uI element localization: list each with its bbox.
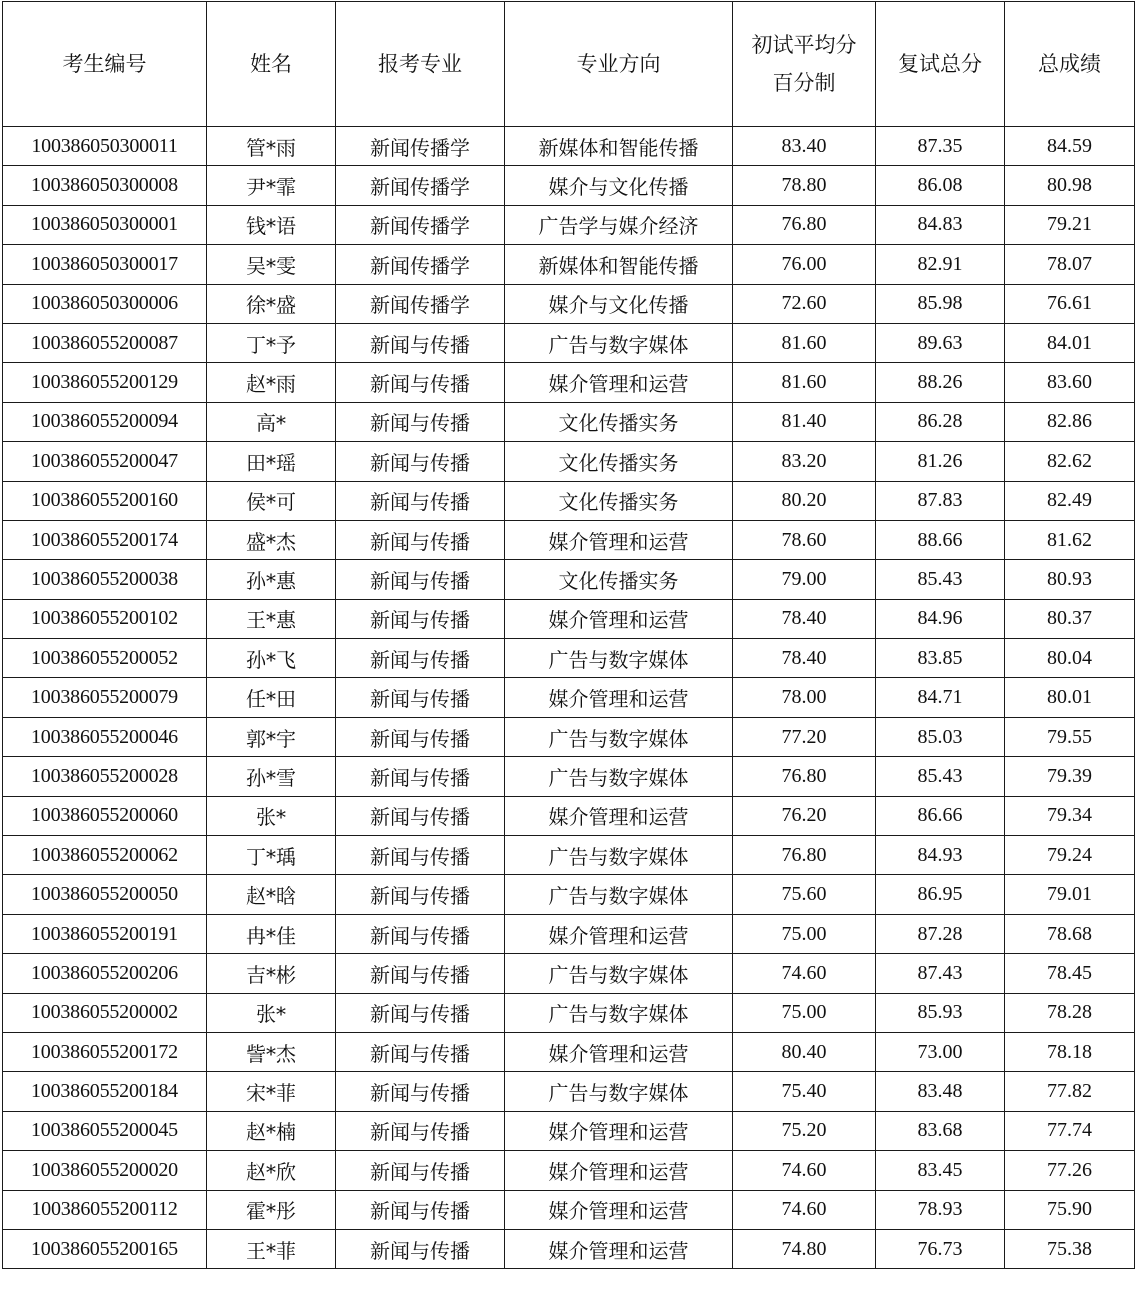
cell-name: 孙*惠: [207, 560, 336, 599]
cell-major: 新闻与传播: [336, 599, 505, 638]
cell-direction: 媒介管理和运营: [505, 1111, 733, 1150]
cell-prelim-score: 74.80: [733, 1229, 876, 1268]
header-prelim-score: [733, 2, 876, 127]
table-row: [3, 914, 1135, 953]
cell-direction: 广告与数字媒体: [505, 323, 733, 362]
cell-name: 盛*杰: [207, 520, 336, 559]
cell-prelim-score: 74.60: [733, 1151, 876, 1190]
cell-retest-score: 86.66: [876, 796, 1005, 835]
cell-exam-id: 100386055200062: [3, 836, 207, 875]
cell-total-score: 82.62: [1005, 442, 1135, 481]
cell-name: 赵*欣: [207, 1151, 336, 1190]
cell-name: 钱*语: [207, 205, 336, 244]
cell-total-score: 77.26: [1005, 1151, 1135, 1190]
header-exam-id: 考生编号: [3, 2, 207, 127]
cell-name: 王*菲: [207, 1229, 336, 1268]
table-row: [3, 757, 1135, 796]
table-row: [3, 639, 1135, 678]
cell-retest-score: 85.03: [876, 717, 1005, 756]
cell-retest-score: 73.00: [876, 1032, 1005, 1071]
cell-exam-id: 100386055200050: [3, 875, 207, 914]
table-row: [3, 284, 1135, 323]
cell-prelim-score: 76.80: [733, 836, 876, 875]
cell-major: 新闻与传播: [336, 1151, 505, 1190]
cell-name: 孙*雪: [207, 757, 336, 796]
cell-major: 新闻与传播: [336, 954, 505, 993]
cell-retest-score: 76.73: [876, 1229, 1005, 1268]
cell-exam-id: 100386055200129: [3, 363, 207, 402]
cell-direction: 媒介管理和运营: [505, 914, 733, 953]
cell-direction: 媒介与文化传播: [505, 166, 733, 205]
cell-direction: 文化传播实务: [505, 402, 733, 441]
cell-total-score: 75.90: [1005, 1190, 1135, 1229]
cell-exam-id: 100386050300006: [3, 284, 207, 323]
cell-total-score: 76.61: [1005, 284, 1135, 323]
table-row: [3, 166, 1135, 205]
cell-prelim-score: 76.80: [733, 205, 876, 244]
cell-total-score: 82.86: [1005, 402, 1135, 441]
cell-prelim-score: 78.40: [733, 599, 876, 638]
cell-name: 赵*晗: [207, 875, 336, 914]
cell-total-score: 78.28: [1005, 993, 1135, 1032]
cell-exam-id: 100386055200020: [3, 1151, 207, 1190]
table-row: [3, 1072, 1135, 1111]
cell-direction: 广告与数字媒体: [505, 717, 733, 756]
cell-prelim-score: 81.60: [733, 323, 876, 362]
cell-exam-id: 100386055200102: [3, 599, 207, 638]
cell-total-score: 77.74: [1005, 1111, 1135, 1150]
cell-retest-score: 85.43: [876, 757, 1005, 796]
cell-total-score: 75.38: [1005, 1229, 1135, 1268]
header-prelim-line1: 初试平均分: [751, 33, 857, 57]
table-body: [3, 127, 1135, 1269]
header-retest-score: 复试总分: [876, 2, 1005, 127]
cell-name: 田*瑶: [207, 442, 336, 481]
cell-prelim-score: 75.60: [733, 875, 876, 914]
cell-exam-id: 100386055200094: [3, 402, 207, 441]
cell-exam-id: 100386050300008: [3, 166, 207, 205]
cell-retest-score: 85.98: [876, 284, 1005, 323]
cell-name: 张*: [207, 796, 336, 835]
cell-direction: 广告与数字媒体: [505, 639, 733, 678]
cell-name: 霍*彤: [207, 1190, 336, 1229]
cell-exam-id: 100386055200174: [3, 520, 207, 559]
table-row: [3, 1229, 1135, 1268]
table-row: [3, 717, 1135, 756]
cell-major: 新闻与传播: [336, 796, 505, 835]
cell-retest-score: 87.28: [876, 914, 1005, 953]
cell-direction: 广告与数字媒体: [505, 836, 733, 875]
cell-total-score: 79.24: [1005, 836, 1135, 875]
cell-total-score: 82.49: [1005, 481, 1135, 520]
cell-name: 尹*霏: [207, 166, 336, 205]
cell-retest-score: 88.26: [876, 363, 1005, 402]
cell-total-score: 81.62: [1005, 520, 1135, 559]
cell-retest-score: 88.66: [876, 520, 1005, 559]
cell-major: 新闻与传播: [336, 1032, 505, 1071]
table-row: [3, 481, 1135, 520]
cell-major: 新闻传播学: [336, 205, 505, 244]
table-row: [3, 1032, 1135, 1071]
cell-name: 侯*可: [207, 481, 336, 520]
cell-prelim-score: 81.60: [733, 363, 876, 402]
cell-retest-score: 84.93: [876, 836, 1005, 875]
cell-prelim-score: 79.00: [733, 560, 876, 599]
score-table: [2, 1, 1135, 1269]
cell-prelim-score: 78.60: [733, 520, 876, 559]
cell-retest-score: 86.95: [876, 875, 1005, 914]
cell-retest-score: 87.83: [876, 481, 1005, 520]
cell-retest-score: 85.43: [876, 560, 1005, 599]
cell-direction: 新媒体和智能传播: [505, 245, 733, 284]
cell-name: 任*田: [207, 678, 336, 717]
table-row: [3, 245, 1135, 284]
cell-total-score: 78.68: [1005, 914, 1135, 953]
cell-name: 王*惠: [207, 599, 336, 638]
table-row: [3, 954, 1135, 993]
cell-total-score: 84.01: [1005, 323, 1135, 362]
cell-name: 高*: [207, 402, 336, 441]
cell-major: 新闻与传播: [336, 1229, 505, 1268]
cell-major: 新闻传播学: [336, 284, 505, 323]
cell-retest-score: 82.91: [876, 245, 1005, 284]
cell-major: 新闻与传播: [336, 1111, 505, 1150]
cell-direction: 媒介管理和运营: [505, 1229, 733, 1268]
cell-total-score: 79.34: [1005, 796, 1135, 835]
cell-major: 新闻与传播: [336, 520, 505, 559]
cell-prelim-score: 76.00: [733, 245, 876, 284]
cell-name: 管*雨: [207, 127, 336, 166]
cell-major: 新闻与传播: [336, 836, 505, 875]
cell-retest-score: 87.35: [876, 127, 1005, 166]
table-row: [3, 875, 1135, 914]
cell-direction: 广告与数字媒体: [505, 875, 733, 914]
cell-total-score: 79.01: [1005, 875, 1135, 914]
cell-name: 宋*菲: [207, 1072, 336, 1111]
cell-major: 新闻与传播: [336, 481, 505, 520]
cell-total-score: 83.60: [1005, 363, 1135, 402]
cell-prelim-score: 76.80: [733, 757, 876, 796]
cell-direction: 媒介管理和运营: [505, 363, 733, 402]
cell-exam-id: 100386055200112: [3, 1190, 207, 1229]
cell-direction: 广告与数字媒体: [505, 993, 733, 1032]
cell-name: 丁*予: [207, 323, 336, 362]
table-row: [3, 796, 1135, 835]
cell-major: 新闻与传播: [336, 914, 505, 953]
table-row: [3, 127, 1135, 166]
cell-retest-score: 84.96: [876, 599, 1005, 638]
cell-name: 訾*杰: [207, 1032, 336, 1071]
cell-exam-id: 100386055200052: [3, 639, 207, 678]
cell-retest-score: 78.93: [876, 1190, 1005, 1229]
cell-exam-id: 100386055200047: [3, 442, 207, 481]
cell-retest-score: 85.93: [876, 993, 1005, 1032]
cell-exam-id: 100386055200038: [3, 560, 207, 599]
cell-exam-id: 100386055200087: [3, 323, 207, 362]
cell-prelim-score: 75.00: [733, 914, 876, 953]
cell-prelim-score: 74.60: [733, 1190, 876, 1229]
cell-name: 丁*瑀: [207, 836, 336, 875]
cell-major: 新闻与传播: [336, 757, 505, 796]
cell-major: 新闻与传播: [336, 363, 505, 402]
table-row: [3, 520, 1135, 559]
cell-name: 冉*佳: [207, 914, 336, 953]
cell-exam-id: 100386055200184: [3, 1072, 207, 1111]
cell-direction: 文化传播实务: [505, 560, 733, 599]
table-header: [3, 2, 1135, 127]
cell-total-score: 80.01: [1005, 678, 1135, 717]
cell-exam-id: 100386055200002: [3, 993, 207, 1032]
cell-exam-id: 100386050300011: [3, 127, 207, 166]
cell-direction: 媒介管理和运营: [505, 520, 733, 559]
table-row: [3, 599, 1135, 638]
header-total-score: 总成绩: [1005, 2, 1135, 127]
cell-total-score: 80.93: [1005, 560, 1135, 599]
cell-prelim-score: 76.20: [733, 796, 876, 835]
cell-major: 新闻传播学: [336, 127, 505, 166]
cell-exam-id: 100386055200165: [3, 1229, 207, 1268]
cell-name: 孙*飞: [207, 639, 336, 678]
header-row: [3, 2, 1135, 127]
cell-major: 新闻与传播: [336, 993, 505, 1032]
cell-total-score: 80.04: [1005, 639, 1135, 678]
cell-name: 张*: [207, 993, 336, 1032]
cell-prelim-score: 78.40: [733, 639, 876, 678]
cell-prelim-score: 77.20: [733, 717, 876, 756]
cell-prelim-score: 78.80: [733, 166, 876, 205]
cell-prelim-score: 75.40: [733, 1072, 876, 1111]
cell-total-score: 80.98: [1005, 166, 1135, 205]
cell-major: 新闻与传播: [336, 639, 505, 678]
table-row: [3, 836, 1135, 875]
cell-major: 新闻与传播: [336, 402, 505, 441]
cell-direction: 媒介管理和运营: [505, 1190, 733, 1229]
cell-direction: 广告与数字媒体: [505, 954, 733, 993]
cell-name: 郭*宇: [207, 717, 336, 756]
cell-direction: 媒介管理和运营: [505, 1151, 733, 1190]
cell-direction: 新媒体和智能传播: [505, 127, 733, 166]
header-major: 报考专业: [336, 2, 505, 127]
cell-direction: 媒介管理和运营: [505, 796, 733, 835]
cell-direction: 文化传播实务: [505, 481, 733, 520]
cell-retest-score: 83.45: [876, 1151, 1005, 1190]
cell-name: 徐*盛: [207, 284, 336, 323]
cell-prelim-score: 80.20: [733, 481, 876, 520]
cell-major: 新闻与传播: [336, 678, 505, 717]
cell-exam-id: 100386050300017: [3, 245, 207, 284]
cell-name: 吉*彬: [207, 954, 336, 993]
cell-direction: 广告与数字媒体: [505, 757, 733, 796]
cell-retest-score: 84.71: [876, 678, 1005, 717]
cell-total-score: 84.59: [1005, 127, 1135, 166]
cell-direction: 媒介与文化传播: [505, 284, 733, 323]
cell-exam-id: 100386055200028: [3, 757, 207, 796]
cell-total-score: 78.07: [1005, 245, 1135, 284]
table-row: [3, 1111, 1135, 1150]
cell-exam-id: 100386050300001: [3, 205, 207, 244]
cell-prelim-score: 75.00: [733, 993, 876, 1032]
cell-major: 新闻与传播: [336, 323, 505, 362]
cell-prelim-score: 78.00: [733, 678, 876, 717]
cell-retest-score: 81.26: [876, 442, 1005, 481]
cell-major: 新闻传播学: [336, 245, 505, 284]
cell-retest-score: 86.28: [876, 402, 1005, 441]
cell-name: 赵*楠: [207, 1111, 336, 1150]
cell-total-score: 79.21: [1005, 205, 1135, 244]
cell-direction: 媒介管理和运营: [505, 678, 733, 717]
cell-retest-score: 86.08: [876, 166, 1005, 205]
cell-prelim-score: 75.20: [733, 1111, 876, 1150]
cell-name: 赵*雨: [207, 363, 336, 402]
cell-exam-id: 100386055200191: [3, 914, 207, 953]
cell-retest-score: 83.85: [876, 639, 1005, 678]
cell-exam-id: 100386055200079: [3, 678, 207, 717]
cell-direction: 广告与数字媒体: [505, 1072, 733, 1111]
cell-direction: 文化传播实务: [505, 442, 733, 481]
cell-major: 新闻传播学: [336, 166, 505, 205]
cell-total-score: 77.82: [1005, 1072, 1135, 1111]
cell-exam-id: 100386055200045: [3, 1111, 207, 1150]
table-row: [3, 402, 1135, 441]
cell-total-score: 78.18: [1005, 1032, 1135, 1071]
table-row: [3, 560, 1135, 599]
cell-major: 新闻与传播: [336, 442, 505, 481]
cell-exam-id: 100386055200206: [3, 954, 207, 993]
cell-direction: 媒介管理和运营: [505, 1032, 733, 1071]
cell-direction: 媒介管理和运营: [505, 599, 733, 638]
cell-retest-score: 83.68: [876, 1111, 1005, 1150]
table-row: [3, 363, 1135, 402]
cell-total-score: 79.55: [1005, 717, 1135, 756]
table-row: [3, 1190, 1135, 1229]
cell-retest-score: 84.83: [876, 205, 1005, 244]
cell-major: 新闻与传播: [336, 717, 505, 756]
cell-prelim-score: 72.60: [733, 284, 876, 323]
cell-exam-id: 100386055200172: [3, 1032, 207, 1071]
table-row: [3, 993, 1135, 1032]
table-row: [3, 442, 1135, 481]
cell-prelim-score: 74.60: [733, 954, 876, 993]
cell-exam-id: 100386055200160: [3, 481, 207, 520]
cell-major: 新闻与传播: [336, 560, 505, 599]
table-row: [3, 1151, 1135, 1190]
table-row: [3, 323, 1135, 362]
cell-major: 新闻与传播: [336, 875, 505, 914]
cell-exam-id: 100386055200046: [3, 717, 207, 756]
cell-retest-score: 83.48: [876, 1072, 1005, 1111]
header-name: 姓名: [207, 2, 336, 127]
table-row: [3, 205, 1135, 244]
cell-exam-id: 100386055200060: [3, 796, 207, 835]
cell-total-score: 80.37: [1005, 599, 1135, 638]
header-direction: 专业方向: [505, 2, 733, 127]
cell-prelim-score: 81.40: [733, 402, 876, 441]
cell-retest-score: 87.43: [876, 954, 1005, 993]
cell-prelim-score: 83.40: [733, 127, 876, 166]
cell-retest-score: 89.63: [876, 323, 1005, 362]
header-prelim-line2: 百分制: [772, 71, 836, 95]
cell-major: 新闻与传播: [336, 1190, 505, 1229]
cell-prelim-score: 83.20: [733, 442, 876, 481]
cell-prelim-score: 80.40: [733, 1032, 876, 1071]
cell-total-score: 79.39: [1005, 757, 1135, 796]
cell-major: 新闻与传播: [336, 1072, 505, 1111]
cell-name: 吴*雯: [207, 245, 336, 284]
cell-direction: 广告学与媒介经济: [505, 205, 733, 244]
cell-total-score: 78.45: [1005, 954, 1135, 993]
table-row: [3, 678, 1135, 717]
